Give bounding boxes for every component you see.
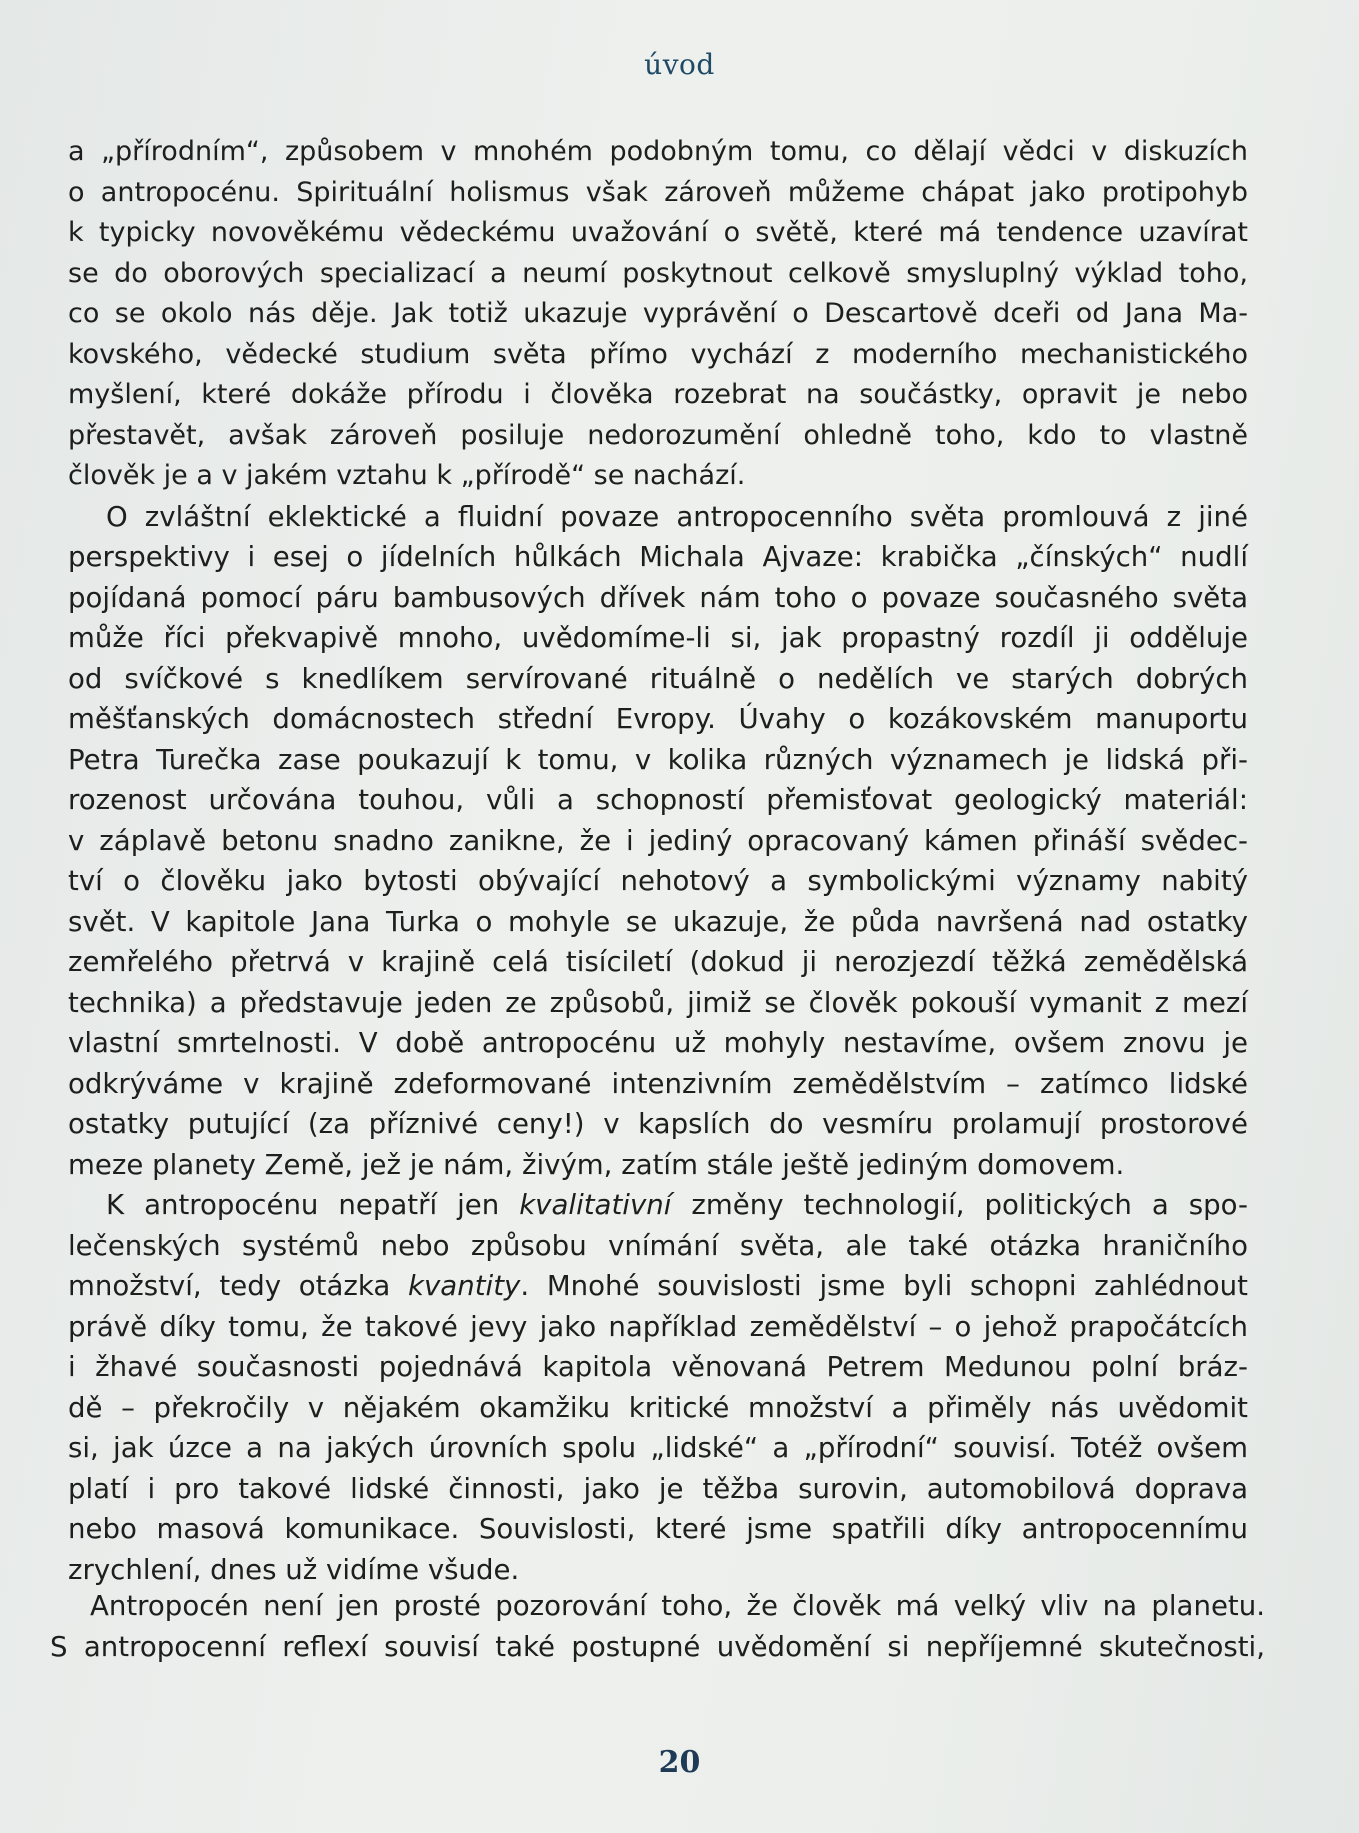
- text-line: meze planety Země, jež je nám, živým, zatím stále ještě jediným domovem.: [68, 1147, 1125, 1181]
- text-line: technika) a představuje jeden ze způsobů, jimiž se člověk pokouší vymanit z mezí: [68, 985, 1248, 1019]
- body-text: [68, 132, 1248, 1590]
- text-line: zemřelého přetrvá v krajině celá tisíciletí (dokud ji nerozjezdí těžká zemědělská: [68, 945, 1248, 978]
- text-line: i žhavé současnosti pojednává kapitola věnovaná Petrem Medunou polní bráz-: [68, 1350, 1248, 1383]
- text-line: lečenských systémů nebo způsobu vnímání světa, ale také otázka hraničního: [68, 1228, 1248, 1262]
- page-number: 20: [658, 1745, 701, 1780]
- text-run: K antropocénu nepatří jen: [106, 1188, 520, 1221]
- paragraph-3: [68, 1185, 1248, 1590]
- text-line: O zvláštní eklektické a fluidní povaze antropocenního světa promlouvá z jiné: [106, 499, 1248, 533]
- text-line: Antropocén není jen prosté pozorování toho, že člověk má velký vliv na planetu.: [90, 1589, 1265, 1622]
- text-line: [68, 1266, 1248, 1307]
- running-head: úvod: [644, 48, 715, 81]
- text-line: od svíčkové s knedlíkem servírované rituálně o nedělích ve starých dobrých: [68, 661, 1248, 695]
- text-line: v záplavě betonu snadno zanikne, že i jediný opracovaný kámen přináší svědec-: [68, 823, 1248, 857]
- text-line: se do oborových specializací a neumí poskytnout celkově smysluplný výklad toho,: [68, 257, 1248, 289]
- text-line: ostatky putující (za příznivé ceny!) v kapslích do vesmíru prolamují prostorové: [68, 1107, 1248, 1140]
- text-line: tví o člověku jako bytosti obývající nehotový a symbolickými významy nabitý: [68, 864, 1248, 897]
- emphasis-kvalitativni: kvalitativní: [519, 1188, 672, 1221]
- text-line: vlastní smrtelnosti. V době antropocénu už mohyly nestavíme, ovšem znovu je: [68, 1026, 1248, 1059]
- paragraph-2: [68, 497, 1248, 1186]
- paragraph-1: [68, 132, 1248, 497]
- paragraph-4: [50, 1586, 1265, 1667]
- text-line: rozenost určována touhou, vůli a schopností přemisťovat geologický materiál:: [68, 783, 1248, 816]
- text-line: měšťanských domácnostech střední Evropy. Úvahy o kozákovském manuportu: [68, 702, 1248, 735]
- text-line: a „přírodním“, způsobem v mnohém podobným tomu, co dělají vědci v diskuzích: [68, 136, 1248, 167]
- text-line: platí i pro takové lidské činnosti, jako je těžba surovin, automobilová doprava: [68, 1471, 1248, 1505]
- text-line: může říci překvapivě mnoho, uvědomíme-li si, jak propastný rozdíl ji odděluje: [68, 621, 1248, 654]
- text-line: perspektivy i esej o jídelních hůlkách Michala Ajvaze: krabička „čínských“ nudlí: [68, 540, 1248, 573]
- text-line: k typicky novověkému vědeckému uvažování o světě, které má tendence uzavírat: [68, 217, 1248, 248]
- text-line: svět. V kapitole Jana Turka o mohyle se ukazuje, že půda navršená nad ostatky: [68, 904, 1248, 938]
- text-line: právě díky tomu, že takové jevy jako například zemědělství – o jehož prapočátcích: [68, 1309, 1248, 1343]
- text-line: dě – překročily v nějakém okamžiku kritické množství a přiměly nás uvědomit: [68, 1390, 1248, 1424]
- text-line: kovského, vědecké studium světa přímo vychází z moderního mechanistického: [68, 338, 1248, 370]
- text-line: nebo masová komunikace. Souvislosti, které jsme spatřili díky antropocennímu: [68, 1512, 1248, 1545]
- text-line: si, jak úzce a na jakých úrovních spolu „lidské“ a „přírodní“ souvisí. Totéž ovšem: [68, 1431, 1248, 1464]
- text-line: S antropocenní reflexí souvisí také postupné uvědomění si nepříjemné skutečnosti,: [50, 1629, 1265, 1663]
- text-run: množství, tedy otázka: [68, 1269, 408, 1302]
- text-line: přestavět, avšak zároveň posiluje nedorozumění ohledně toho, kdo to vlastně: [68, 419, 1248, 451]
- text-line: [68, 1185, 1248, 1226]
- text-line: člověk je a v jakém vztahu k „přírodě“ se nachází.: [68, 460, 746, 491]
- text-line: Petra Turečka zase poukazují k tomu, v kolika různých významech je lidská při-: [68, 742, 1248, 776]
- text-line: o antropocénu. Spirituální holismus však zároveň můžeme chápat jako protipohyb: [68, 176, 1248, 208]
- text-run: . Mnohé souvislosti jsme byli schopni zahlédnout: [520, 1269, 1248, 1302]
- text-line: pojídaná pomocí páru bambusových dřívek nám toho o povaze současného světa: [68, 580, 1248, 614]
- text-line: odkrýváme v krajině zdeformované intenzivním zemědělstvím – zatímco lidské: [68, 1066, 1248, 1100]
- emphasis-kvantity: kvantity: [408, 1269, 521, 1302]
- text-line: zrychlení, dnes už vidíme všude.: [68, 1552, 520, 1586]
- text-line: co se okolo nás děje. Jak totiž ukazuje vyprávění o Descartově dceři od Jana Ma-: [68, 298, 1248, 329]
- text-run: změny technologií, politických a spo-: [671, 1188, 1248, 1221]
- text-line: myšlení, které dokáže přírodu i člověka rozebrat na součástky, opravit je nebo: [68, 379, 1248, 410]
